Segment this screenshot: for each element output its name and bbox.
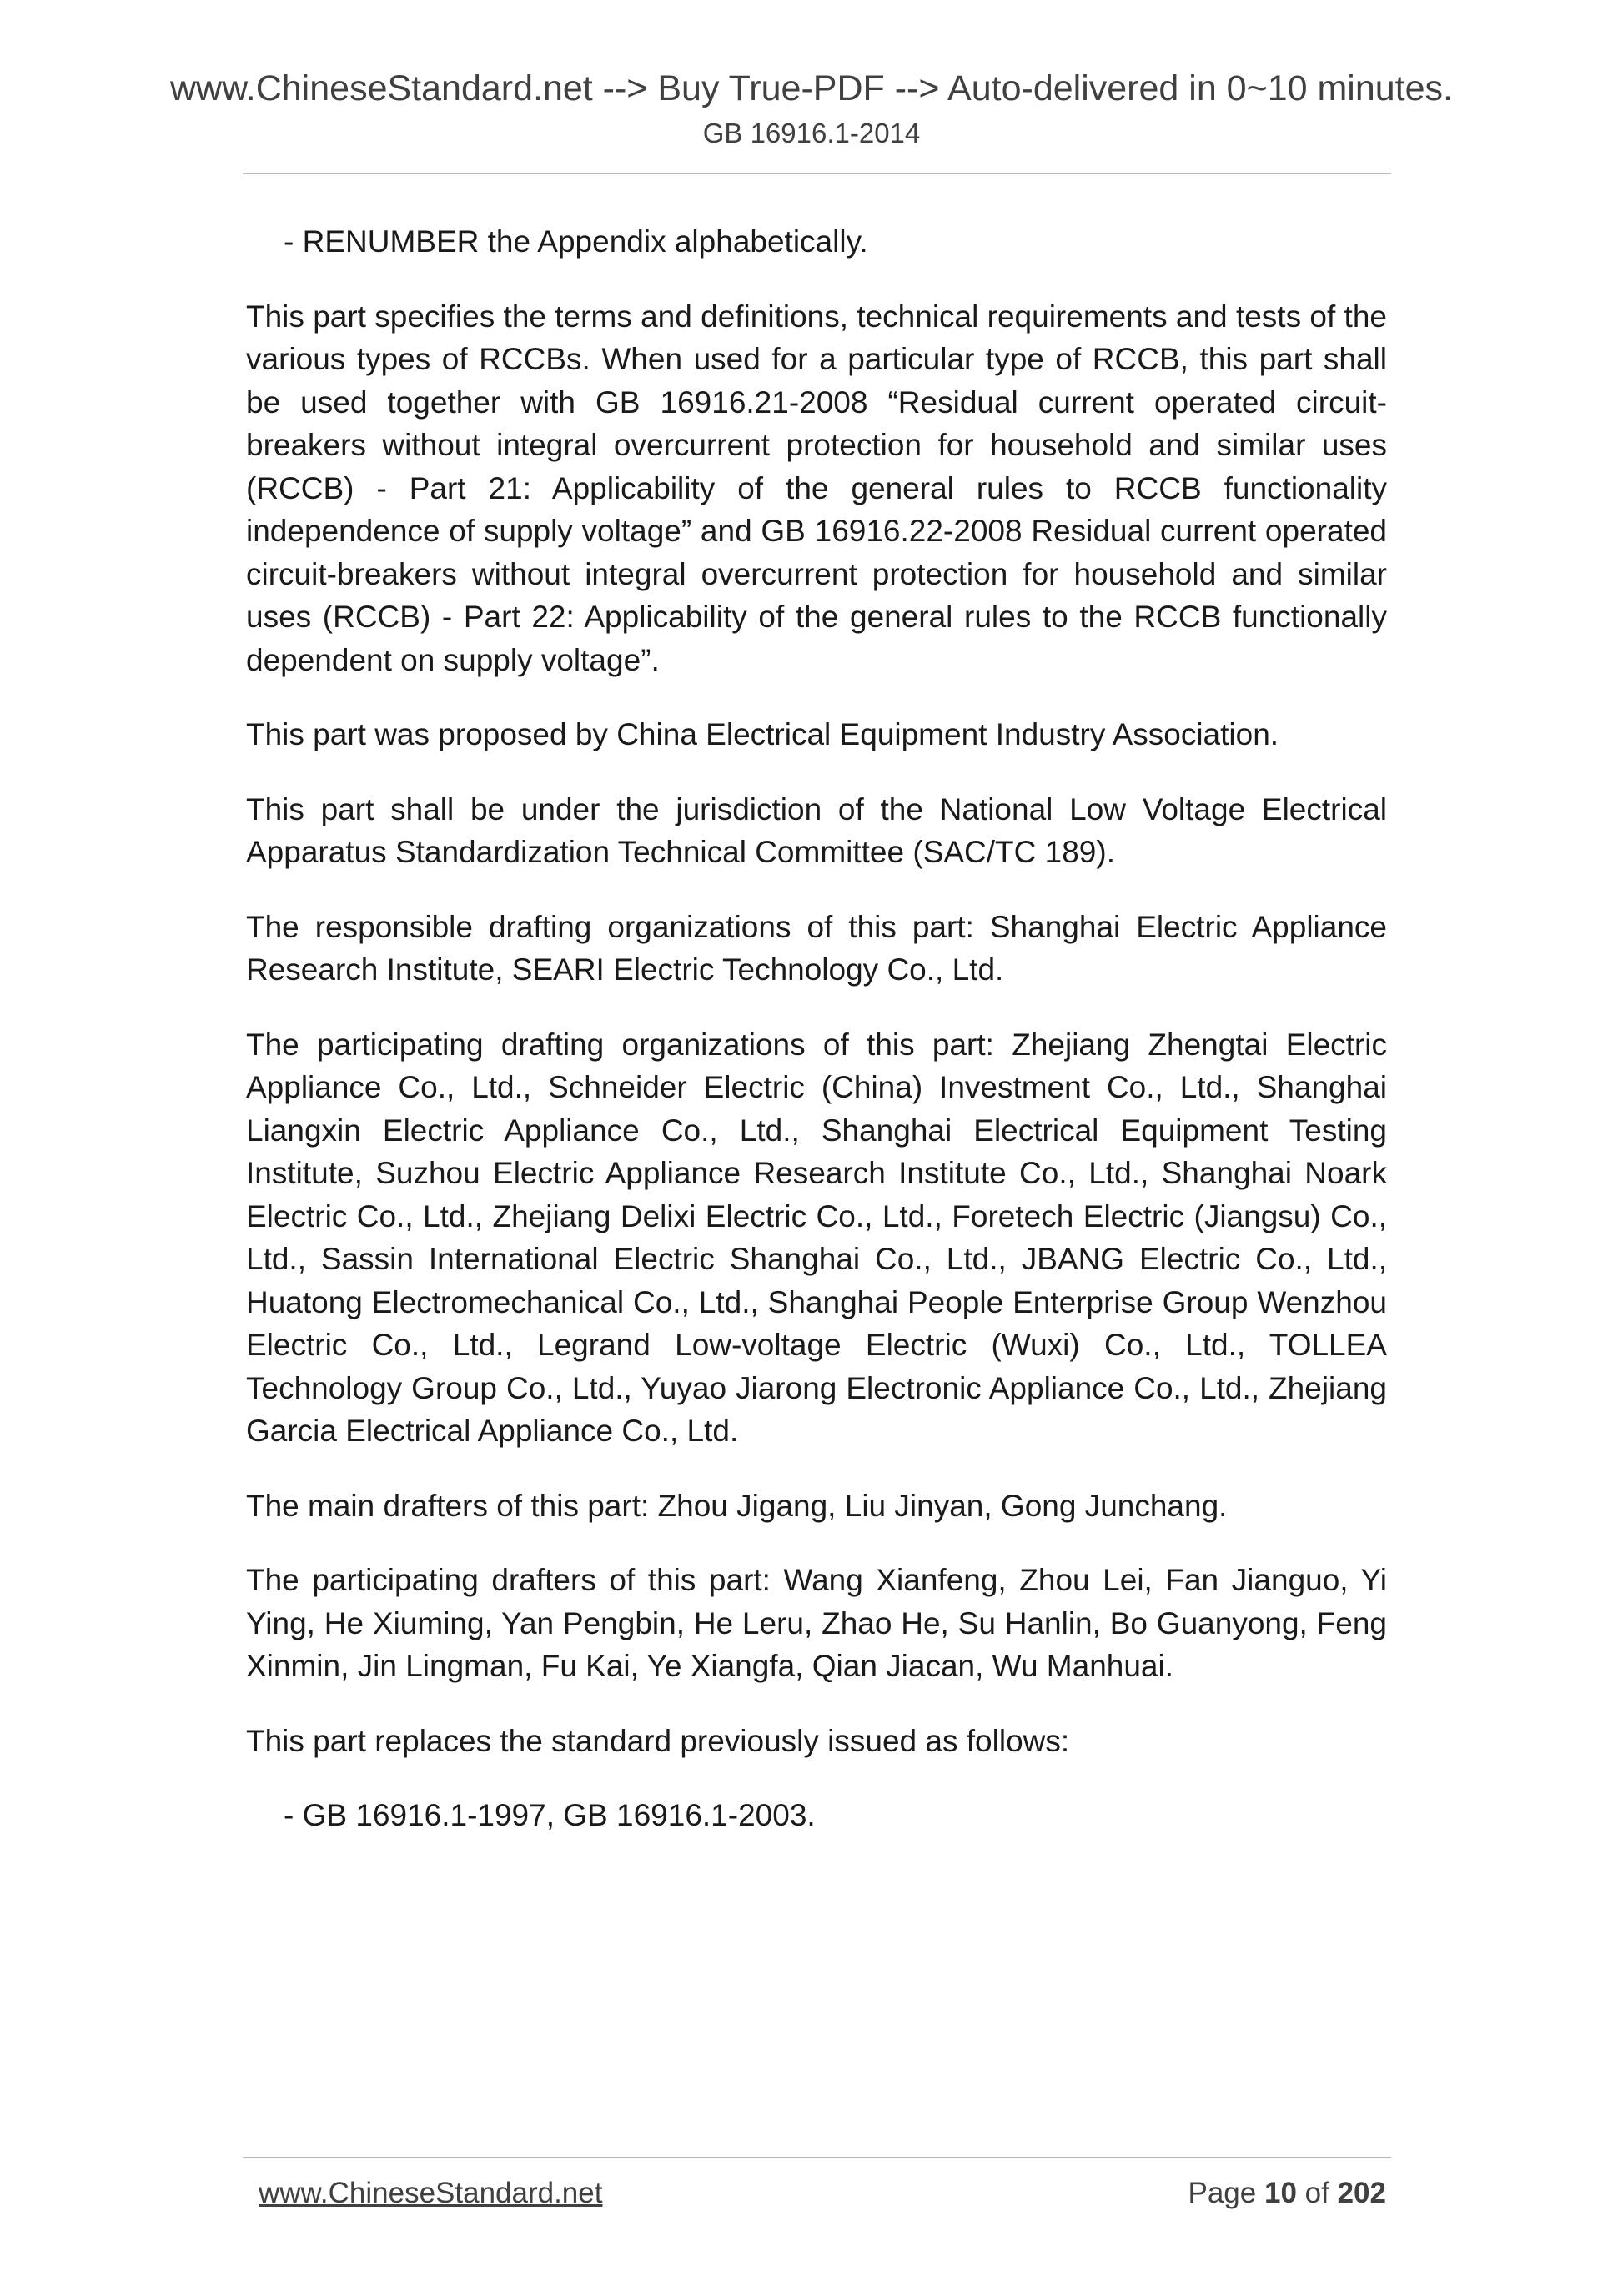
header-banner: www.ChineseStandard.net --> Buy True-PDF --> Auto-delivered in 0~10 minutes. <box>169 68 1453 108</box>
page-total: 202 <box>1337 2177 1386 2209</box>
page-number <box>1188 2175 1387 2212</box>
paragraph-participating-organizations: The participating drafting organizations of this part: Zhejiang Zhengtai Electric Appliance Co., Ltd., Schneider Electric (China) Investment Co., Ltd., Shanghai Liangxin Electric Appliance Co., Ltd., Shanghai Electrical Equipment Testing Institute, Suzhou Electric Appliance Research Institute Co., Ltd., Shanghai Noark Electric Co., Ltd., Zhejiang Delixi Electric Co., Ltd., Foretech Electric (Jiangsu) Co., Ltd., Sassin International Electric Shanghai Co., Ltd., JBANG Electric Co., Ltd., Huatong Electromechanical Co., Ltd., Shanghai People Enterprise Group Wenzhou Electric Co., Ltd., Legrand Low-voltage Electric (Wuxi) Co., Ltd., TOLLEA Technology Group Co., Ltd., Yuyao Jiarong Electronic Appliance Co., Ltd., Zhejiang Garcia Electrical Appliance Co., Ltd. <box>246 1027 1387 1448</box>
footer-divider <box>243 2157 1391 2158</box>
paragraph-replaces: This part replaces the standard previously issued as follows: <box>246 1723 1070 1758</box>
page-prefix: Page <box>1188 2177 1257 2209</box>
list-item-renumber: - RENUMBER the Appendix alphabetically. <box>284 224 868 259</box>
standard-code: GB 16916.1-2014 <box>702 118 921 148</box>
header-divider <box>243 173 1391 174</box>
paragraph-responsible-organizations: The responsible drafting organizations of this part: Shanghai Electric Appliance Research Institute, SEARI Electric Technology Co., Ltd. <box>246 909 1387 987</box>
paragraph-proposed-by: This part was proposed by China Electrical Equipment Industry Association. <box>246 717 1279 751</box>
page-current: 10 <box>1264 2177 1297 2209</box>
document-body <box>246 220 1387 1869</box>
paragraph-main-drafters: The main drafters of this part: Zhou Jigang, Liu Jinyan, Gong Junchang. <box>246 1488 1228 1523</box>
paragraph-scope: This part specifies the terms and definitions, technical requirements and tests of the various types of RCCBs. When used for a particular type of RCCB, this part shall be used together with GB 16916.21-2008 “Residual current operated circuit-breakers without integral overcurrent protection for household and similar uses (RCCB) - Part 21: Applicability of the general rules to RCCB functionality independence of supply voltage” and GB 16916.22-2008 Residual current operated circuit-breakers without integral overcurrent protection for household and similar uses (RCCB) - Part 22: Applicability of the general rules to the RCCB functionally dependent on supply voltage”. <box>246 299 1387 677</box>
list-item-previous-editions: - GB 16916.1-1997, GB 16916.1-2003. <box>284 1798 816 1832</box>
paragraph-participating-drafters: The participating drafters of this part: Wang Xianfeng, Zhou Lei, Fan Jianguo, Yi Ying, He Xiuming, Yan Pengbin, He Leru, Zhao He, Su Hanlin, Bo Guanyong, Feng Xinmin, Jin Lingman, Fu Kai, Ye Xiangfa, Qian Jiacan, Wu Manhuai. <box>246 1563 1387 1683</box>
footer-site-link[interactable]: www.ChineseStandard.net <box>259 2177 603 2209</box>
page-of: of <box>1304 2177 1329 2209</box>
paragraph-jurisdiction: This part shall be under the jurisdiction of the National Low Voltage Electrical Apparatus Standardization Technical Committee (SAC/TC 189). <box>246 791 1387 869</box>
